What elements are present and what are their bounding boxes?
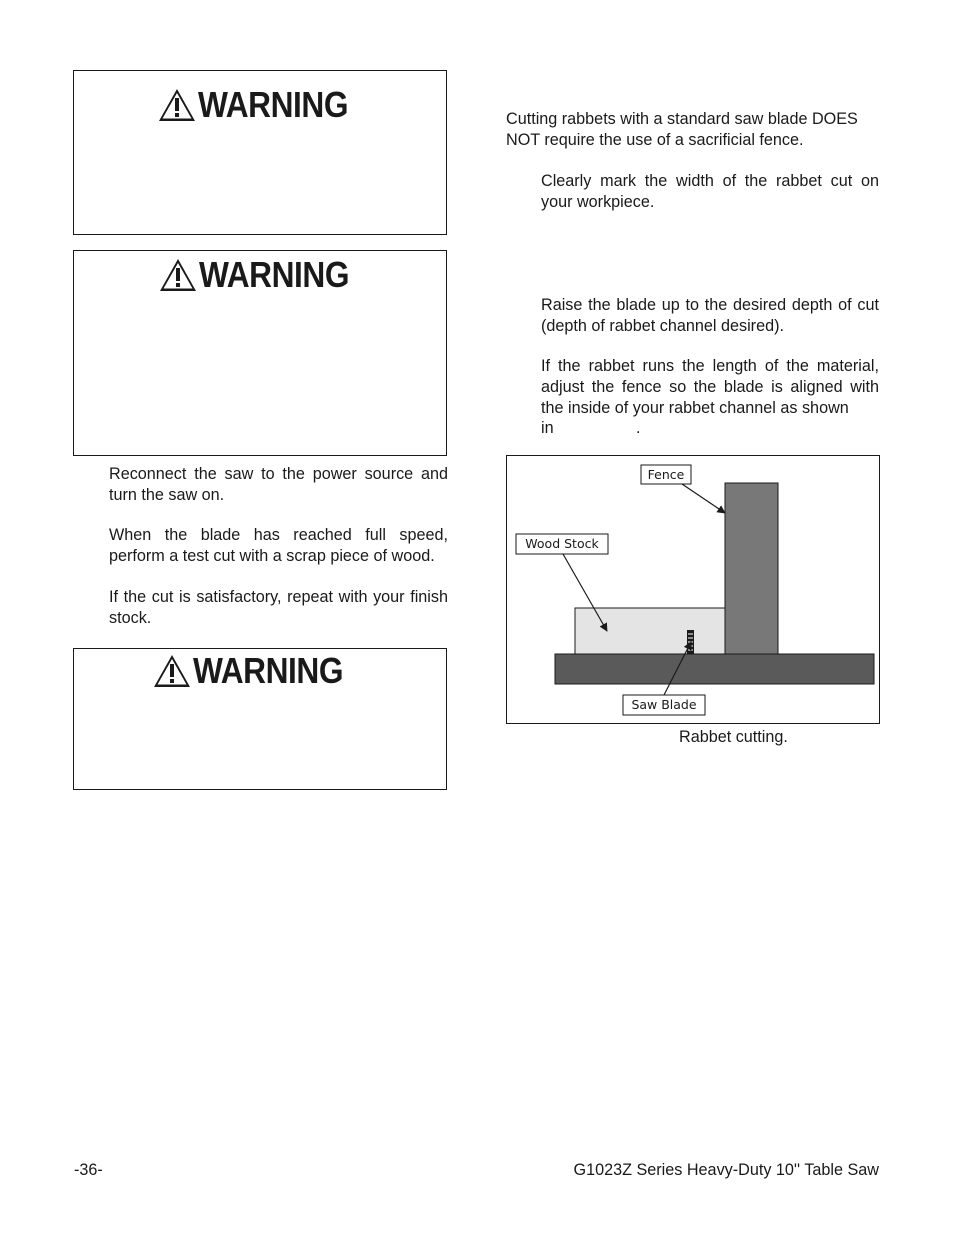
wood-stock-callout: Wood Stock [525, 536, 599, 551]
step-adjust-fence-end: . [636, 419, 641, 437]
step-adjust-fence-in: in [541, 419, 554, 437]
table-top-shape [555, 654, 874, 684]
figure-caption: Rabbet cutting. [679, 728, 788, 746]
warning-header [158, 84, 369, 125]
warning-title: WARNING [199, 254, 350, 295]
page-number: -36- [74, 1161, 103, 1179]
rabbet-intro: Cutting rabbets with a standard saw blade DOES NOT require the use of a sacrificial fence. [506, 110, 858, 149]
warning-box-3 [73, 648, 447, 790]
warning-title: WARNING [193, 650, 344, 691]
fence-callout: Fence [647, 467, 685, 482]
warning-box-2 [73, 250, 447, 456]
manual-title: G1023Z Series Heavy-Duty 10'' Table Saw [573, 1161, 879, 1179]
saw-blade-callout: Saw Blade [631, 697, 697, 712]
fence-leader [682, 484, 725, 513]
rabbet-diagram [507, 456, 881, 725]
warning-triangle-icon [159, 258, 197, 292]
warning-header [153, 650, 364, 691]
warning-triangle-icon [158, 88, 196, 122]
step-finish-stock: If the cut is satisfactory, repeat with your finish stock. [109, 588, 448, 627]
warning-header [159, 254, 370, 295]
warning-box-1 [73, 70, 447, 235]
rabbet-figure [506, 455, 880, 724]
step-reconnect: Reconnect the saw to the power source and turn the saw on. [109, 465, 448, 504]
warning-title: WARNING [198, 84, 349, 125]
step-adjust-fence: If the rabbet runs the length of the material, adjust the fence so the blade is aligned with the inside of your rabbet channel as shown [541, 357, 879, 417]
warning-triangle-icon [153, 654, 191, 688]
step-test-cut: When the blade has reached full speed, perform a test cut with a scrap piece of wood. [109, 526, 448, 565]
fence-shape [725, 483, 778, 655]
step-raise-blade: Raise the blade up to the desired depth of cut (depth of rabbet channel desired). [541, 296, 879, 335]
step-mark-width: Clearly mark the width of the rabbet cut on your workpiece. [541, 172, 879, 211]
